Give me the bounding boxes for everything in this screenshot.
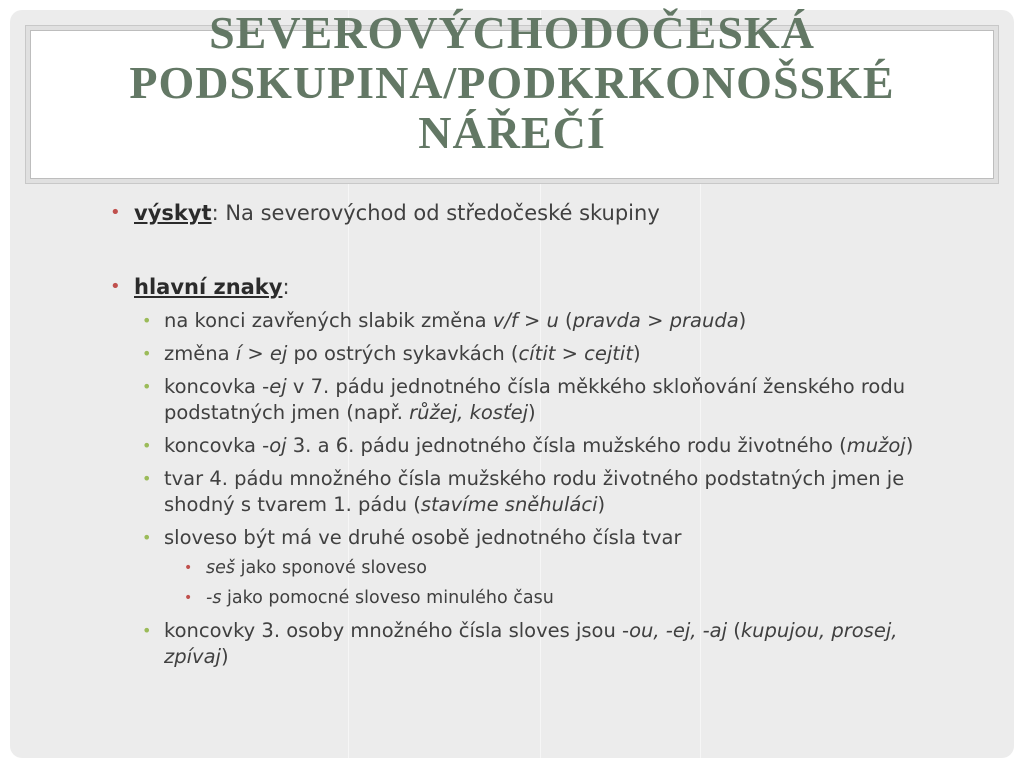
list-item: [134, 308, 940, 334]
text: po ostrých sykavkách (: [287, 342, 519, 365]
example: seš: [206, 558, 236, 578]
list-item: [164, 555, 940, 581]
example: v/f > u: [492, 309, 559, 332]
text: ): [738, 309, 747, 332]
text: ): [597, 493, 606, 516]
text: ): [632, 342, 641, 365]
text: tvar 4. pádu množného čísla mužského rodu životného podstatných jmen je shodný s tvarem 1. pádu (: [164, 467, 905, 516]
text: jako pomocné sloveso minulého času: [221, 588, 554, 608]
slide-content: [110, 200, 940, 670]
title-line: PODSKUPINA/PODKRKONOŠSKÉ: [129, 57, 895, 108]
bullet-separator: :: [211, 201, 219, 225]
text: koncovka -: [164, 375, 270, 398]
bullet-hlavni-znaky: [110, 274, 940, 670]
text: na konci zavřených slabik změna: [164, 309, 493, 332]
list-item: [134, 341, 940, 367]
bullet-separator: :: [282, 275, 290, 299]
text: koncovka -: [164, 434, 270, 457]
text: ): [528, 401, 536, 424]
example: pravda > prauda: [572, 309, 739, 332]
example: í > ej: [235, 342, 288, 365]
sub-sub-bullet-list: [164, 555, 940, 611]
title-line: NÁŘEČÍ: [418, 107, 606, 158]
example: cítit > cejtit: [518, 342, 633, 365]
list-item: [134, 466, 940, 518]
text: sloveso být má ve druhé osobě jednotného čísla tvar: [164, 526, 682, 549]
example: oj: [269, 434, 287, 457]
text: v 7. pádu jednotného čísla měkkého skloňování ženského rodu podstatných jmen (např.: [164, 375, 906, 424]
example: ou, -ej, -aj: [629, 619, 728, 642]
text: (: [558, 309, 573, 332]
text: (: [727, 619, 741, 642]
text: 3. a 6. pádu jednotného čísla mužského rodu životného (: [286, 434, 847, 457]
example: ej: [269, 375, 287, 398]
list-item: [134, 374, 940, 426]
example: růžej, kosťej: [409, 401, 529, 424]
bullet-label: hlavní znaky: [134, 275, 283, 299]
slide-title: [30, 8, 994, 158]
text: ): [905, 434, 914, 457]
bullet-list: [110, 200, 940, 670]
bullet-label: výskyt: [134, 201, 212, 225]
example: -s: [206, 588, 222, 608]
example: stavíme sněhuláci: [420, 493, 598, 516]
bullet-text: Na severovýchod od středočeské skupiny: [218, 201, 660, 225]
list-item: [134, 618, 940, 670]
example: mužoj: [846, 434, 906, 457]
text: ): [220, 645, 229, 668]
title-line: SEVEROVÝCHODOČESKÁ: [209, 7, 815, 58]
text: koncovky 3. osoby množného čísla sloves jsou -: [164, 619, 630, 642]
sub-bullet-list: [134, 308, 940, 670]
list-item: [134, 525, 940, 611]
text: změna: [164, 342, 236, 365]
text: jako sponové sloveso: [235, 558, 427, 578]
example: kupujou, prosej, zpívaj: [164, 619, 898, 668]
list-item: [134, 433, 940, 459]
list-item: [164, 585, 940, 611]
bullet-vyskyt: [110, 200, 940, 226]
